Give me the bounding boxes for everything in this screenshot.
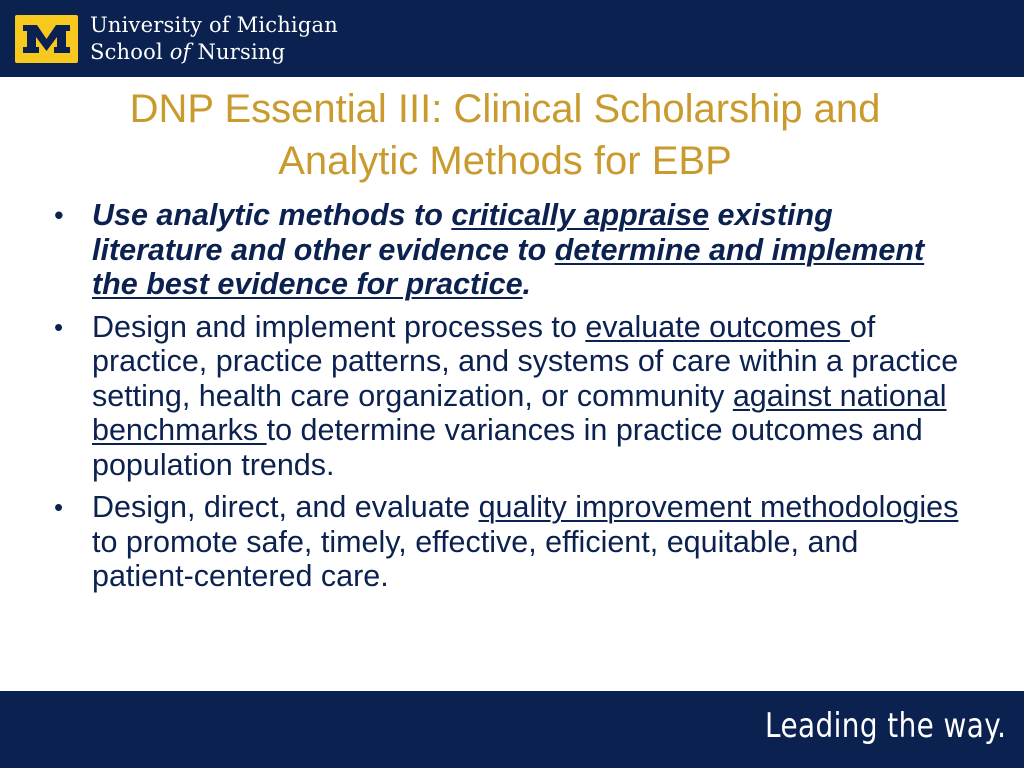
institution-line-1: University of Michigan <box>90 13 338 37</box>
bullet-list <box>50 198 960 602</box>
slide-title-line-1: DNP Essential III: Clinical Scholarship and <box>129 87 881 131</box>
bullet-1-text-c: . <box>522 267 532 301</box>
school-of-italic: of <box>169 40 191 64</box>
school-label: School <box>90 40 170 64</box>
bullet-1-underline-a: critically appraise <box>451 198 710 232</box>
bullet-3-underline-a: quality improvement methodologies <box>478 490 959 524</box>
bullet-2-underline-b: against national benchmarks <box>92 378 947 447</box>
nursing-label: Nursing <box>190 40 286 64</box>
bullet-item-2 <box>50 310 960 483</box>
bullet-item-3 <box>50 490 960 594</box>
slide-title-line-2: Analytic Methods for EBP <box>278 139 732 183</box>
bullet-1-underline-b: determine and implement the best evidence for practice <box>92 232 925 301</box>
bullet-1-text-a: Use analytic methods to <box>92 198 452 232</box>
bullet-item-1 <box>50 198 960 302</box>
header-bar <box>0 0 1024 77</box>
bullet-icon: • <box>54 492 64 522</box>
block-m-logo-icon <box>15 15 78 63</box>
bullet-2-text-a: Design and implement processes to <box>92 309 586 344</box>
bullet-icon: • <box>54 200 64 230</box>
bullet-3-text-b: to promote safe, timely, effective, efficient, equitable, and patient-centered care. <box>92 524 859 593</box>
bullet-2-text-b: of practice, practice patterns, and systems of care within a practice setting, health care organization, or community <box>92 309 959 413</box>
institution-line-2 <box>90 39 338 66</box>
institution-name <box>90 12 338 66</box>
bullet-1-text-b: existing literature and other evidence to <box>92 198 833 267</box>
footer-bar <box>0 691 1024 768</box>
bullet-2-text-c: to determine variances in practice outcomes and population trends. <box>92 413 923 482</box>
footer-tagline: Leading the way. <box>764 706 1006 746</box>
slide-title <box>40 83 970 187</box>
bullet-icon: • <box>54 311 64 342</box>
bullet-3-text-a: Design, direct, and evaluate <box>92 490 479 524</box>
bullet-2-underline-a: evaluate outcomes <box>585 309 850 344</box>
